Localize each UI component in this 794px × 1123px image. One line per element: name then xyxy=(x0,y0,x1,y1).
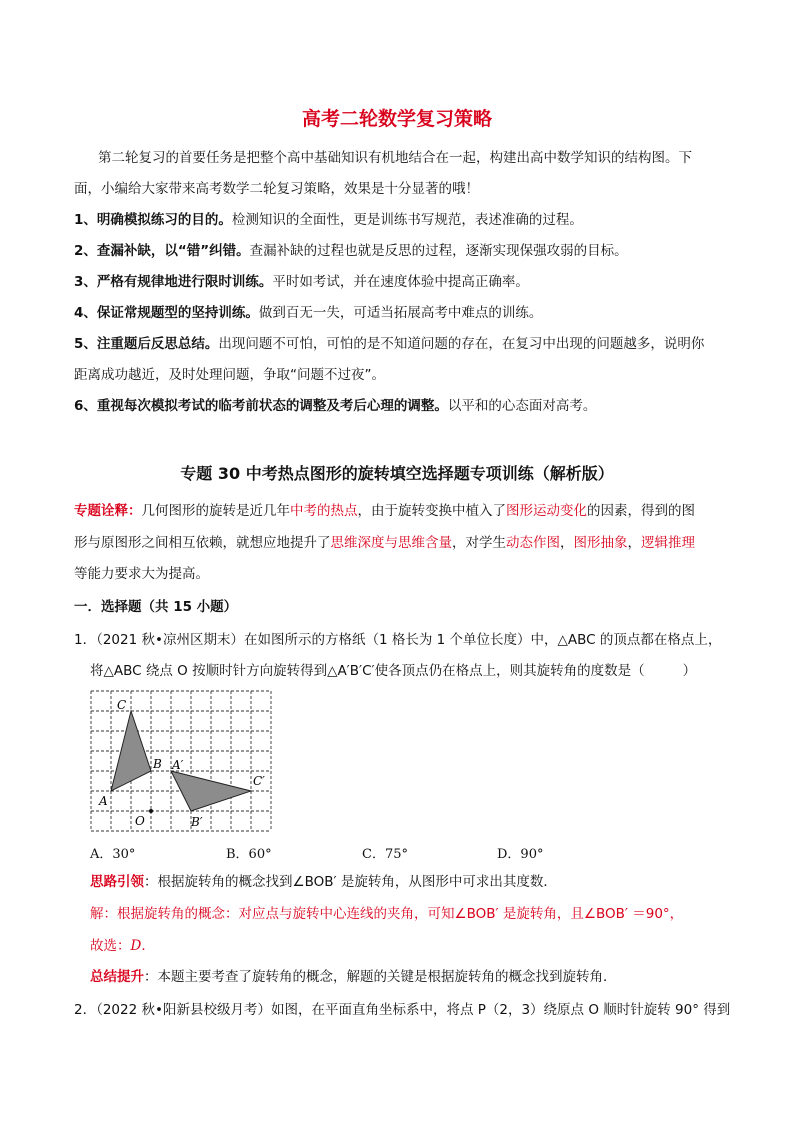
intro-line-2: 面，小编给大家带来高考数学二轮复习策略，效果是十分显著的哦！ xyxy=(74,181,479,197)
strategy-5-cont: 距离成功越近，及时处理问题，争取“问题不过夜”。 xyxy=(74,367,385,383)
explain-line-1: 专题诠释：几何图形的旋转是近几年中考的热点，由于旋转变换中植入了图形运动变化的因素，得到的图 xyxy=(74,503,695,519)
strategy-5: 5、注重题后反思总结。出现问题不可怕，可怕的是不知道问题的存在，在复习中出现的问题越多，说明你 xyxy=(74,336,705,352)
q1-answer: 故选：D． xyxy=(90,938,155,954)
page-title: 高考二轮数学复习策略 xyxy=(301,108,492,130)
q1-summary: 总结提升：本题主要考查了旋转角的概念，解题的关键是根据旋转角的概念找到旋转角． xyxy=(90,969,617,985)
q1-line-1: 1．（2021 秋•凉州区期末）在如图所示的方格纸（1 格长为 1 个单位长度）中，△ABC 的顶点都在格点上， xyxy=(74,632,722,648)
point-o xyxy=(149,809,153,813)
label-b-prime: B′ xyxy=(191,815,203,829)
topic-title: 专题 30 中考热点图形的旋转填空选择题专项训练（解析版） xyxy=(180,464,614,483)
q1-option-b: B．60° xyxy=(226,847,272,862)
q1-option-d: D．90° xyxy=(497,847,544,862)
explain-line-3: 等能力要求大为提高。 xyxy=(74,566,209,582)
section-heading: 一．选择题（共 15 小题） xyxy=(74,599,238,615)
q1-solution: 解：根据旋转角的概念：对应点与旋转中心连线的夹角，可知∠BOB′ 是旋转角，且∠BOB′ ＝90°， xyxy=(90,906,684,922)
strategy-6: 6、重视每次模拟考试的临考前状态的调整及考后心理的调整。以平和的心态面对高考。 xyxy=(74,398,597,414)
label-c-prime: C′ xyxy=(253,774,265,788)
q1-option-c: C．75° xyxy=(362,847,408,862)
label-b: B xyxy=(153,757,162,771)
q1-grid-figure xyxy=(88,688,278,832)
label-a: A xyxy=(99,794,108,808)
q1-hint: 思路引领：根据旋转角的概念找到∠BOB′ 是旋转角，从图形中可求出其度数． xyxy=(90,874,557,890)
q2-line-1: 2．（2022 秋•阳新县校级月考）如图，在平面直角坐标系中，将点 P（2，3）绕原点 O 顺时针旋转 90° 得到 xyxy=(74,1002,731,1018)
intro-line-1: 第二轮复习的首要任务是把整个高中基础知识有机地结合在一起，构建出高中数学知识的结构图。下 xyxy=(98,150,692,166)
strategy-1: 1、明确模拟练习的目的。检测知识的全面性，更是训练书写规范，表述准确的过程。 xyxy=(74,212,583,228)
label-a-prime: A′ xyxy=(172,758,184,772)
q1-line-2: 将△ABC 绕点 O 按顺时针方向旋转得到△A′B′C′使各顶点仍在格点上，则其旋转角的度数是（ ） xyxy=(90,663,697,679)
strategy-2: 2、查漏补缺，以“错”纠错。查漏补缺的过程也就是反思的过程，逐渐实现保强攻弱的目标。 xyxy=(74,243,628,259)
label-o: O xyxy=(135,814,145,828)
q1-option-a: A．30° xyxy=(90,847,136,862)
strategy-3: 3、严格有规律地进行限时训练。平时如考试，并在速度体验中提高正确率。 xyxy=(74,274,529,290)
strategy-4: 4、保证常规题型的坚持训练。做到百无一失，可适当拓展高考中难点的训练。 xyxy=(74,305,543,321)
label-c: C xyxy=(117,698,127,712)
explain-line-2: 形与原图形之间相互依赖，就想应地提升了思维深度与思维含量，对学生动态作图，图形抽象，逻辑推理 xyxy=(74,535,695,551)
